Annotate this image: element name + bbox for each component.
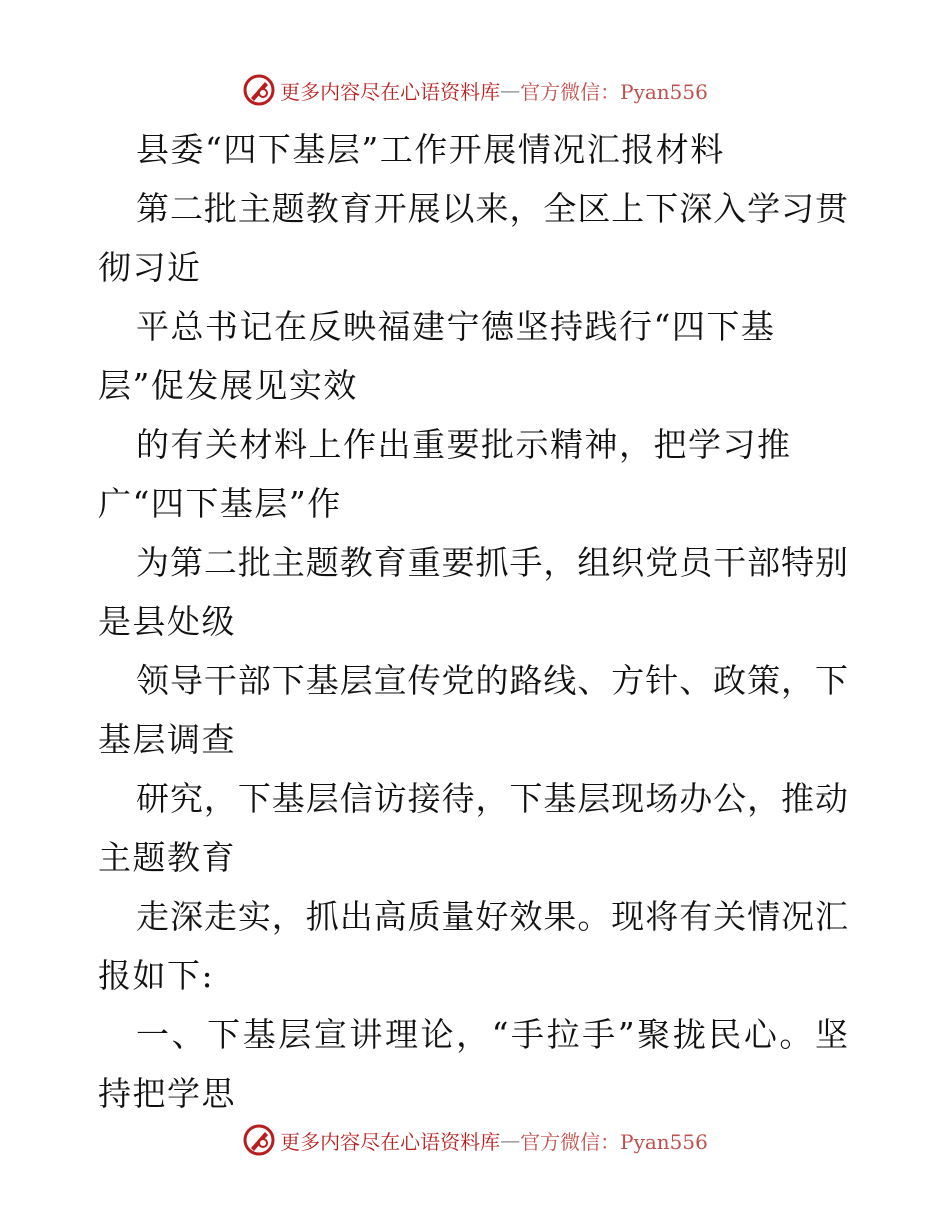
pen-logo-icon bbox=[242, 73, 276, 107]
watermark-footer bbox=[0, 1120, 950, 1160]
paragraph-line: 的有关材料上作出重要批示精神，把学习推 bbox=[136, 425, 792, 464]
paragraph-line: 研究，下基层信访接待，下基层现场办公，推动 bbox=[136, 779, 848, 818]
paragraph-line: 第二批主题教育开展以来，全区上下深入学习贯 bbox=[136, 189, 848, 228]
watermark-contact: 官方微信：Pyan556 bbox=[520, 79, 708, 104]
paragraph-line: 持把学思 bbox=[98, 1074, 236, 1113]
paragraph-line: 领导干部下基层宣传党的路线、方针、政策，下 bbox=[136, 661, 848, 700]
watermark-text: 更多内容尽在心语资料库 bbox=[280, 79, 501, 104]
watermark-contact: 官方微信：Pyan556 bbox=[520, 1129, 708, 1154]
watermark-separator: — bbox=[500, 78, 521, 102]
paragraph-line: 基层调查 bbox=[98, 720, 236, 759]
paragraph-line: 广“四下基层”作 bbox=[98, 484, 342, 523]
paragraph-line: 是县处级 bbox=[98, 602, 236, 641]
paragraph-line: 主题教育 bbox=[98, 838, 236, 877]
pen-logo-icon bbox=[242, 1123, 276, 1157]
watermark-text: 更多内容尽在心语资料库 bbox=[280, 1129, 501, 1154]
watermark-header bbox=[0, 70, 950, 110]
paragraph-line: 平总书记在反映福建宁德坚持践行“四下基 bbox=[136, 307, 776, 346]
paragraph-line: 报如下: bbox=[98, 956, 215, 995]
paragraph-line: 为第二批主题教育重要抓手，组织党员干部特别 bbox=[136, 543, 848, 582]
watermark-separator: — bbox=[500, 1128, 521, 1152]
document-title: 县委“四下基层”工作开展情况汇报材料 bbox=[136, 130, 725, 169]
paragraph-line: 彻习近 bbox=[98, 248, 202, 287]
paragraph-line: 走深走实，抓出高质量好效果。现将有关情况汇 bbox=[136, 897, 848, 936]
paragraph-line: 一、下基层宣讲理论，“手拉手”聚拢民心。坚 bbox=[136, 1015, 848, 1054]
paragraph-line: 层”促发展见实效 bbox=[98, 366, 358, 405]
